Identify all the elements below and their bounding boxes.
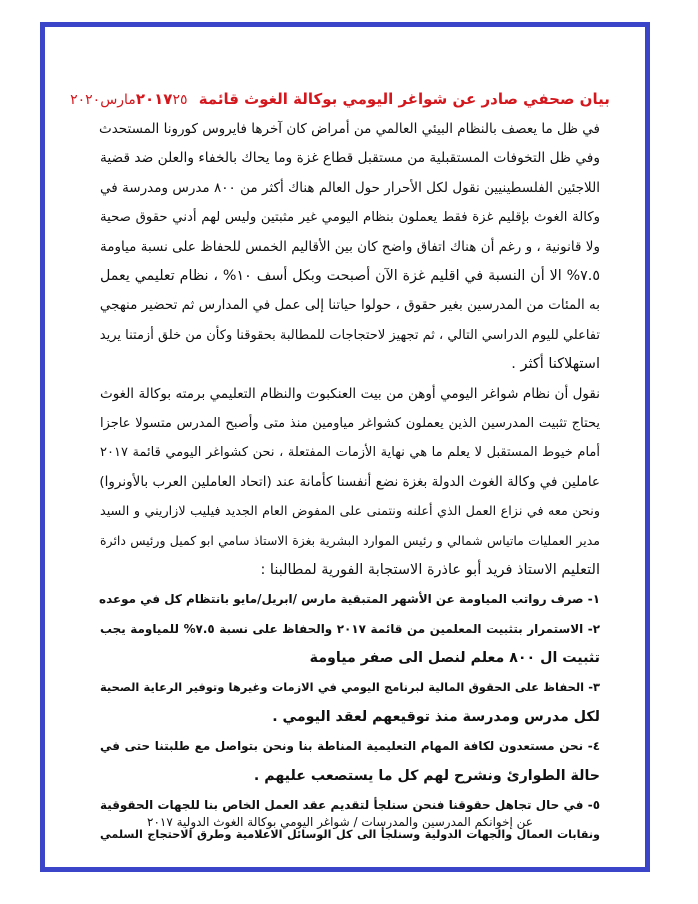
title-date: ٢٥مارس٢٠٢٠: [70, 92, 188, 108]
demand-item: ٤- نحن مستعدون لكافة المهام التعليمية المناطة بنا ونحن بتواصل مع طلبتنا حتى في: [100, 739, 600, 754]
body-line: تفاعلي لليوم الدراسي التالي ، ثم تجهيز لاحتجاجات للمطالبة بحقوقنا وكأن من خلق أزمتنا يريد: [99, 327, 600, 343]
document-body: [100, 115, 600, 850]
demand-item: تثبيت ال ٨٠٠ معلم لنصل الى صفر مياومة: [309, 650, 600, 667]
demand-item: ١- صرف رواتب المياومة عن الأشهر المتبقية مارس /ابريل/مايو بانتظام كل في موعده: [99, 592, 600, 607]
demand-item: حالة الطوارئ ونشرح لهم كل ما يستصعب عليهم .: [253, 767, 600, 784]
body-line: استهلاكنا أكثر .: [511, 356, 600, 373]
body-line: ونحن معه في نزاع العمل الذي أعلنه ونتمنى على المفوض العام الجديد فيليب لازاريني و السيد: [100, 504, 600, 520]
title-text: بيان صحفي صادر عن شواغر اليومي بوكالة الغوث قائمة ٢٠١٧: [135, 90, 610, 108]
body-line: نقول أن نظام شواغر اليومي أوهن من بيت العنكبوت والنظام التعليمي برمته بوكالة الغوث: [100, 385, 600, 402]
body-line: أمام خيوط المستقبل لا يعلم ما هي نهاية الأزمات المفتعلة ، نحن كشواغر اليومي قائمة ٢٠١٧: [100, 445, 600, 461]
body-line: يحتاج تثبيت المدرسين الذين يعملون كشواغر مياومين منذ متى وأصبح المدرس متسولا عاجزا: [100, 415, 600, 431]
body-line: في ظل ما يعصف بالنظام البيئي العالمي من أمراض كان آخرها فايروس كورونا المستحدث: [99, 121, 600, 137]
body-line: به المئات من المدرسين بغير حقوق ، حولوا حياتنا إلى عمل في المدارس ثم تحضير منهجي: [99, 297, 600, 314]
demand-item: ٢- الاستمرار بتثبيت المعلمين من قائمة ٢٠١٧ والحفاظ على نسبة ٧.٥% للمياومة يجب: [100, 621, 601, 636]
body-line: ٧.٥% الا أن النسبة في اقليم غزة الآن أصبحت وبكل أسف ١٠% ، نظام تعليمي يعمل: [100, 267, 600, 284]
body-line: التعليم الاستاذ فريد أبو عاذرة الاستجابة الفورية لمطالبنا :: [260, 561, 600, 578]
demand-item: لكل مدرس ومدرسة منذ توقيعهم لعقد اليومي .: [272, 708, 600, 725]
document-footer: عن إخوانكم المدرسين والمدرسات / شواغر اليومي بوكالة الغوث الدولية ٢٠١٧: [147, 815, 533, 829]
demand-item: ونقابات العمال والجهات الدولية وسنلجأ الى كل الوسائل الاعلامية وطرق الاحتجاج السلمي: [100, 828, 600, 842]
body-line: وفي ظل التخوفات المستقبلية من مستقبل قطاع غزة وما يحاك بالخفاء والعلن ضد قضية: [100, 150, 600, 167]
body-line: مدير العمليات ماتياس شمالي و رئيس الموارد البشرية بغزة الاستاذ سامي ابو كميل ورئيس دائرة: [100, 533, 600, 549]
body-line: ولا قانونية ، و رغم أن هناك اتفاق واضح كان بين الأقاليم الخمس للحفاظ على نسبة مياومة: [100, 238, 600, 255]
body-line: وكالة الغوث بإقليم غزة فقط يعملون بنظام اليومي غير مثبتين وليس لهم أدني حقوق صحية: [100, 210, 600, 226]
document-title: [60, 88, 620, 111]
body-line: عاملين في وكالة الغوث الدولة بغزة نضع أنفسنا كأمانة عند (اتحاد العاملين العرب بالأونروا): [99, 473, 600, 490]
demand-item: ٣- الحفاظ على الحقوق المالية لبرنامج اليومي في الازمات وغيرها وتوفير الرعاية الصحية: [100, 680, 600, 695]
demand-item: ٥- في حال تجاهل حقوقنا فنحن سنلجأ لتقديم عقد العمل الخاص بنا للجهات الحقوقية: [100, 797, 600, 812]
body-line: اللاجئين الفلسطينيين نقول لكل الأحرار حول العالم هناك أكثر من ٨٠٠ مدرس ومدرسة في: [100, 179, 600, 196]
